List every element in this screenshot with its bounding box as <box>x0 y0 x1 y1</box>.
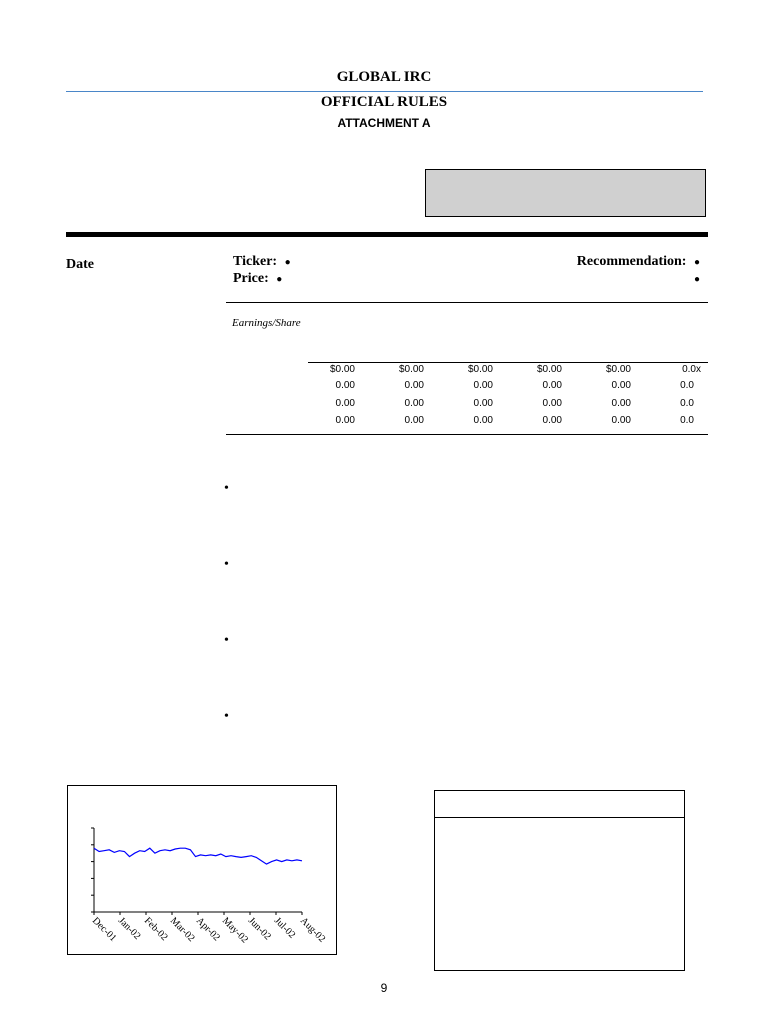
recommendation-label: Recommendation: <box>576 254 687 269</box>
recommendation-bullet-2: ● <box>693 274 700 285</box>
x-tick-label: Apr-02 <box>193 915 222 944</box>
x-tick-label: Jan-02 <box>115 915 143 942</box>
bullet-point: • <box>224 557 229 572</box>
eps-cell: 0.00 <box>542 380 562 391</box>
eps-cell: 0.00 <box>473 380 493 391</box>
recommendation-field <box>577 254 700 270</box>
document-subtitle: OFFICIAL RULES <box>320 94 448 110</box>
eps-cell: 0.0x <box>682 364 701 375</box>
eps-cell: $0.00 <box>536 364 562 375</box>
eps-cell: 0.00 <box>611 398 631 409</box>
page-number: 9 <box>380 981 388 995</box>
thick-divider <box>66 232 708 237</box>
price-chart <box>68 786 336 954</box>
x-tick-label: May-02 <box>219 915 251 946</box>
eps-cell: 0.00 <box>335 415 355 426</box>
eps-cell: 0.0 <box>680 398 694 409</box>
price-bullet: ● <box>276 274 283 285</box>
price-series-line <box>94 848 302 864</box>
price-chart-frame <box>67 785 337 955</box>
eps-cell: $0.00 <box>329 364 355 375</box>
gray-header-box <box>425 169 706 217</box>
eps-cell: $0.00 <box>467 364 493 375</box>
eps-table-bottom-rule <box>226 434 708 435</box>
attachment-label: ATTACHMENT A <box>337 116 431 130</box>
eps-cell: 0.0 <box>680 415 694 426</box>
eps-cell: $0.00 <box>398 364 424 375</box>
price-field <box>233 271 282 287</box>
eps-cell: 0.00 <box>404 415 424 426</box>
eps-cell: 0.00 <box>473 398 493 409</box>
eps-cell: 0.00 <box>542 398 562 409</box>
x-tick-label: Aug-02 <box>297 915 328 945</box>
x-tick-label: Dec-01 <box>89 915 119 944</box>
x-tick-label: Jul-02 <box>271 915 298 941</box>
x-tick-label: Feb-02 <box>141 915 170 944</box>
eps-cell: 0.00 <box>473 415 493 426</box>
eps-cell: 0.00 <box>542 415 562 426</box>
eps-label: Earnings/Share <box>232 317 301 329</box>
bullet-point: • <box>224 709 229 724</box>
document-title: GLOBAL IRC <box>336 69 432 85</box>
bullet-point: • <box>224 633 229 648</box>
eps-cell: 0.00 <box>335 398 355 409</box>
eps-table-top-rule <box>308 362 708 363</box>
x-tick-label: Mar-02 <box>167 915 197 945</box>
eps-cell: 0.00 <box>404 380 424 391</box>
info-divider <box>226 302 708 303</box>
date-label: Date <box>66 257 94 272</box>
header-divider <box>66 91 703 92</box>
summary-box-header-rule <box>434 817 685 818</box>
ticker-field <box>233 254 291 270</box>
eps-cell: $0.00 <box>605 364 631 375</box>
price-label: Price: <box>233 271 269 286</box>
x-tick-label: Jun-02 <box>245 915 273 943</box>
bullet-point: • <box>224 481 229 496</box>
ticker-bullet: ● <box>284 257 291 268</box>
eps-cell: 0.0 <box>680 380 694 391</box>
eps-cell: 0.00 <box>404 398 424 409</box>
eps-cell: 0.00 <box>335 380 355 391</box>
ticker-label: Ticker: <box>233 254 278 269</box>
eps-cell: 0.00 <box>611 380 631 391</box>
recommendation-bullet: ● <box>693 257 700 268</box>
eps-cell: 0.00 <box>611 415 631 426</box>
